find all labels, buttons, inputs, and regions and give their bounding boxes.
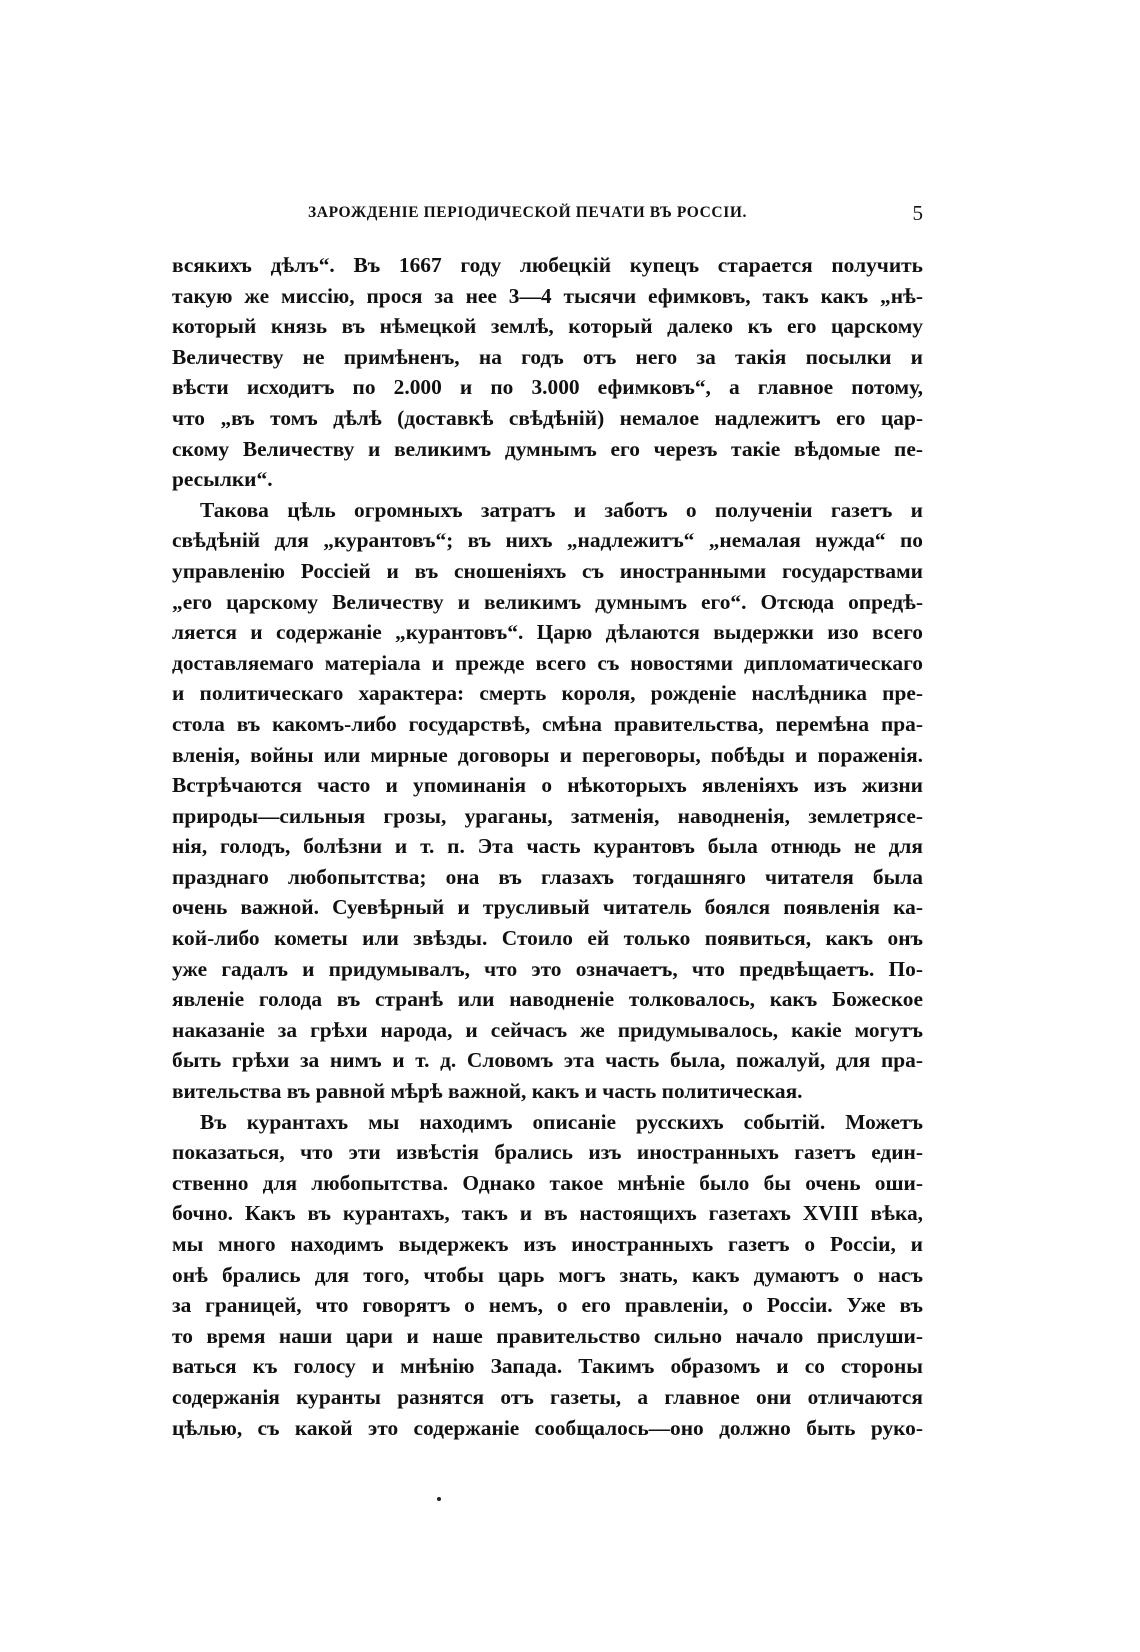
paragraph-1	[172, 250, 923, 495]
text-line: то время наши цари и наше правительство сильно начало прислуши-	[172, 1323, 923, 1348]
paragraph-2	[172, 495, 923, 1107]
text-line: ресылки“.	[172, 467, 273, 492]
running-head	[172, 200, 923, 226]
text-line: стола въ какомъ-либо государствѣ, смѣна правительства, перемѣна пра-	[172, 711, 923, 736]
text-line: „его царскому Величеству и великимъ думнымъ его“. Отсюда опредѣ-	[172, 589, 923, 614]
text-line: кой-либо кометы или звѣзды. Стоило ей только появиться, какъ онъ	[172, 926, 923, 951]
paragraph-3	[172, 1107, 923, 1444]
text-line: наказаніе за грѣхи народа, и сейчасъ же придумывалось, какіе могутъ	[172, 1017, 923, 1042]
text-line: доставляемаго матеріала и прежде всего съ новостями дипломатическаго	[172, 650, 923, 675]
page-number: 5	[912, 201, 923, 225]
text-line: Величеству не примѣненъ, на годъ отъ него за такія посылки и	[172, 344, 923, 369]
text-line: скому Величеству и великимъ думнымъ его черезъ такіе вѣдомые пе-	[172, 436, 923, 461]
text-line: ляется и содержаніе „курантовъ“. Царю дѣлаются выдержки изо всего	[172, 620, 923, 645]
text-line: мы много находимъ выдержекъ изъ иностранныхъ газетъ о Россіи, и	[172, 1232, 923, 1256]
text-line: быть грѣхи за нимъ и т. д. Словомъ эта часть была, пожалуй, для пра-	[172, 1048, 923, 1073]
text-line: явленіе голода въ странѣ или наводненіе толковалось, какъ Божеское	[172, 987, 923, 1012]
text-line: показаться, что эти извѣстія брались изъ иностранныхъ газетъ един-	[172, 1140, 923, 1165]
text-line: всякихъ дѣлъ“. Въ 1667 году любецкій купецъ старается получить	[172, 253, 923, 277]
text-line: нія, голодъ, болѣзни и т. п. Эта часть курантовъ была отнюдь не для	[172, 834, 923, 859]
text-line: что „въ томъ дѣлѣ (доставкѣ свѣдѣній) немалое надлежитъ его цар-	[172, 405, 923, 430]
text-line: ваться къ голосу и мнѣнію Запада. Такимъ образомъ и со стороны	[172, 1354, 923, 1379]
text-line: онѣ брались для того, чтобы царь могъ знать, какъ думаютъ о насъ	[172, 1262, 923, 1287]
text-line: очень важной. Суевѣрный и трусливый читатель боялся появленія ка-	[172, 895, 923, 920]
text-line: такую же миссію, прося за нее 3—4 тысячи ефимковъ, такъ какъ „нѣ-	[172, 283, 923, 308]
text-line: уже гадалъ и придумывалъ, что это означаетъ, что предвѣщаетъ. По-	[172, 956, 923, 981]
text-line: Встрѣчаются часто и упоминанія о нѣкоторыхъ явленіяхъ изъ жизни	[172, 773, 923, 798]
text-line: вительства въ равной мѣрѣ важной, какъ и часть политическая.	[172, 1079, 803, 1104]
text-line: празднаго любопытства; она въ глазахъ тогдашняго читателя была	[172, 864, 923, 889]
text-line: содержанія куранты разнятся отъ газеты, а главное они отличаются	[172, 1384, 923, 1409]
text-line: цѣлью, съ какой это содержаніе сообщалось—оно должно быть руко-	[172, 1415, 923, 1440]
running-head-title: ЗАРОЖДЕНІЕ ПЕРІОДИЧЕСКОЙ ПЕЧАТИ ВЪ РОССІИ.	[308, 204, 747, 221]
ink-speck	[437, 1497, 441, 1501]
text-line: который князь въ нѣмецкой землѣ, который далеко къ его царскому	[172, 314, 923, 339]
text-line: и политическаго характера: смерть короля, рожденіе наслѣдника пре-	[172, 681, 923, 706]
text-line: Такова цѣль огромныхъ затратъ и заботъ о полученіи газетъ и	[200, 497, 923, 522]
text-line: за границей, что говорятъ о немъ, о его правленіи, о Россіи. Уже въ	[172, 1293, 923, 1318]
text-line: свѣдѣній для „курантовъ“; въ нихъ „надлежитъ“ „немалая нужда“ по	[172, 528, 923, 553]
text-line: природы—сильныя грозы, ураганы, затменія, наводненія, землетрясе-	[172, 803, 923, 828]
text-line: Въ курантахъ мы находимъ описаніе русскихъ событій. Можетъ	[200, 1109, 923, 1134]
text-line: бочно. Какъ въ курантахъ, такъ и въ настоящихъ газетахъ XVIII вѣка,	[172, 1201, 923, 1226]
body-text	[172, 250, 923, 1443]
text-line: вленія, войны или мирные договоры и переговоры, побѣды и пораженія.	[172, 742, 923, 767]
text-line: ственно для любопытства. Однако такое мнѣніе было бы очень оши-	[172, 1170, 923, 1195]
text-line: управленію Россіей и въ сношеніяхъ съ иностранными государствами	[172, 558, 923, 583]
text-line: вѣсти исходитъ по 2.000 и по 3.000 ефимковъ“, а главное потому,	[172, 375, 923, 400]
